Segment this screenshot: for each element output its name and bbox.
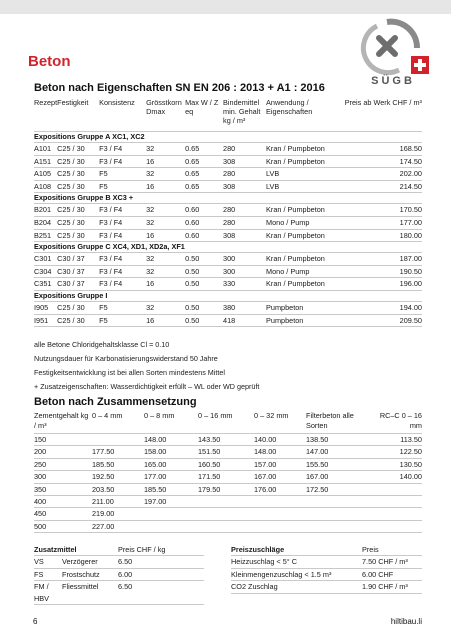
cell-wz: 0.65 — [185, 143, 223, 156]
table-row — [34, 508, 422, 520]
header-0-4: 0 – 4 mm — [92, 411, 123, 420]
cell-konsistenz: F3 / F4 — [99, 278, 146, 291]
cell-rc-c: 140.00 — [370, 471, 422, 483]
cell-0-4: 219.00 — [92, 508, 144, 520]
cell-festigkeit: C25 / 30 — [57, 229, 99, 242]
cell-wz: 0.50 — [185, 314, 223, 327]
cell-wz: 0.50 — [185, 253, 223, 266]
cell-bindemittel: 380 — [223, 301, 266, 314]
cell-code: FS — [34, 568, 62, 580]
cell-groesstkorn: 16 — [146, 155, 185, 168]
cell-anwendung: Kran / Pumpbeton — [266, 278, 342, 291]
cell-0-8: 148.00 — [144, 434, 198, 446]
cell-rc-c — [370, 483, 422, 495]
table-row — [34, 155, 422, 168]
table-header-row — [34, 544, 204, 556]
cell-festigkeit: C25 / 30 — [57, 180, 99, 193]
cell-zementgehalt: 500 — [34, 520, 92, 532]
cell-rezept: I951 — [34, 314, 57, 327]
notes-block — [34, 338, 259, 394]
cell-bindemittel: 308 — [223, 180, 266, 193]
cell-anwendung: LVB — [266, 180, 342, 193]
cell-zementgehalt: 350 — [34, 483, 92, 495]
cell-anwendung: Kran / Pumpbeton — [266, 143, 342, 156]
cell-0-4: 192.50 — [92, 471, 144, 483]
table-row — [34, 471, 422, 483]
cell-wz: 0.50 — [185, 265, 223, 278]
cell-konsistenz: F3 / F4 — [99, 216, 146, 229]
cell-price: 6.50 — [118, 556, 204, 568]
cell-0-16: 143.50 — [198, 434, 254, 446]
cell-0-8: 185.50 — [144, 483, 198, 495]
table-row — [231, 568, 422, 580]
cell-0-4: 185.50 — [92, 458, 144, 470]
cell-filterbeton — [306, 508, 370, 520]
cell-0-16: 179.50 — [198, 483, 254, 495]
cell-rezept: A105 — [34, 168, 57, 181]
cell-preis: 187.00 — [342, 253, 422, 266]
website-link[interactable]: hiltibau.li — [390, 617, 422, 626]
zusatzmittel-price-header: Preis CHF / kg — [118, 544, 204, 556]
group-label: Expositions Gruppe B XC3 + — [34, 193, 422, 204]
cell-konsistenz: F5 — [99, 168, 146, 181]
cell-0-8: 158.00 — [144, 446, 198, 458]
header-anwendung: Anwendung / Eigenschaften — [266, 98, 313, 116]
cell-filterbeton: 147.00 — [306, 446, 370, 458]
cell-preis: 168.50 — [342, 143, 422, 156]
cell-0-16: 160.50 — [198, 458, 254, 470]
preiszuschlaege-title: Preiszuschläge — [231, 544, 362, 556]
cell-0-32: 148.00 — [254, 446, 306, 458]
cell-groesstkorn: 32 — [146, 204, 185, 217]
cell-0-16: 171.50 — [198, 471, 254, 483]
logo-text: SÜGB — [371, 75, 415, 87]
cell-rezept: B204 — [34, 216, 57, 229]
header-filterbeton: Filterbeton alle Sorten — [306, 411, 354, 430]
section-title-eigenschaften: Beton nach Eigenschaften SN EN 206 : 2013 + A1 : 2016 — [34, 82, 325, 94]
cell-price: 6.00 CHF — [362, 568, 422, 580]
section-title-zusammensetzung: Beton nach Zusammensetzung — [34, 396, 197, 408]
group-label: Expositions Gruppe A XC1, XC2 — [34, 132, 422, 143]
cell-0-4 — [92, 434, 144, 446]
cell-festigkeit: C25 / 30 — [57, 155, 99, 168]
cell-preis: 174.50 — [342, 155, 422, 168]
cell-konsistenz: F3 / F4 — [99, 229, 146, 242]
cell-konsistenz: F3 / F4 — [99, 143, 146, 156]
header-bindemittel: Bindemittel min. Gehalt kg / m³ — [223, 98, 261, 125]
cell-bindemittel: 280 — [223, 216, 266, 229]
cell-0-8 — [144, 508, 198, 520]
cell-rezept: A151 — [34, 155, 57, 168]
logo-mark-icon — [359, 18, 433, 78]
cell-rezept: A108 — [34, 180, 57, 193]
header-wz: Max W / Z eq — [185, 98, 219, 116]
table-row — [34, 265, 422, 278]
table-row — [34, 581, 204, 605]
group-header-row — [34, 290, 422, 301]
zusatzmittel-title: Zusatzmittel — [34, 544, 118, 556]
table-row — [34, 216, 422, 229]
cell-wz: 0.65 — [185, 168, 223, 181]
cell-festigkeit: C25 / 30 — [57, 216, 99, 229]
table-row — [34, 229, 422, 242]
header-0-32: 0 – 32 mm — [254, 411, 289, 420]
cell-code: VS — [34, 556, 62, 568]
header-konsistenz: Konsistenz — [99, 98, 135, 107]
cell-anwendung: Mono / Pump — [266, 265, 342, 278]
table-row — [34, 496, 422, 508]
top-band — [0, 0, 451, 14]
cell-festigkeit: C25 / 30 — [57, 143, 99, 156]
cell-groesstkorn: 16 — [146, 229, 185, 242]
cell-filterbeton: 138.50 — [306, 434, 370, 446]
cell-0-32: 157.00 — [254, 458, 306, 470]
cell-rezept: I905 — [34, 301, 57, 314]
cell-konsistenz: F5 — [99, 314, 146, 327]
table-row — [34, 483, 422, 495]
cell-preis: 170.50 — [342, 204, 422, 217]
cell-groesstkorn: 16 — [146, 180, 185, 193]
cell-rc-c: 113.50 — [370, 434, 422, 446]
cell-preis: 214.50 — [342, 180, 422, 193]
cell-festigkeit: C30 / 37 — [57, 278, 99, 291]
cell-price: 1.90 CHF / m³ — [362, 581, 422, 593]
cell-0-4: 177.50 — [92, 446, 144, 458]
cell-festigkeit: C30 / 37 — [57, 265, 99, 278]
cell-bindemittel: 330 — [223, 278, 266, 291]
group-header-row — [34, 193, 422, 204]
cell-anwendung: Kran / Pumpbeton — [266, 204, 342, 217]
cell-0-16 — [198, 520, 254, 532]
table-row — [34, 204, 422, 217]
cell-rezept: B251 — [34, 229, 57, 242]
header-groesstkorn: Grösstkorn Dmax — [146, 98, 182, 116]
cell-festigkeit: C30 / 37 — [57, 253, 99, 266]
cell-rc-c — [370, 520, 422, 532]
cell-0-8: 165.00 — [144, 458, 198, 470]
cell-bindemittel: 280 — [223, 143, 266, 156]
cell-anwendung: Pumpbeton — [266, 314, 342, 327]
group-label: Expositions Gruppe I — [34, 290, 422, 301]
cell-0-32: 167.00 — [254, 471, 306, 483]
table-row — [34, 434, 422, 446]
table-header-row — [34, 98, 422, 132]
note-line: alle Betone Chloridgehaltsklasse Cl = 0.10 — [34, 340, 170, 349]
cell-0-8: 197.00 — [144, 496, 198, 508]
cell-rezept: B201 — [34, 204, 57, 217]
table-row — [34, 556, 204, 568]
preiszuschlaege-price-header: Preis — [362, 544, 422, 556]
cell-0-16: 151.50 — [198, 446, 254, 458]
cell-zementgehalt: 450 — [34, 508, 92, 520]
cell-zementgehalt: 400 — [34, 496, 92, 508]
cell-groesstkorn: 32 — [146, 301, 185, 314]
cell-price: 6.50 — [118, 581, 204, 605]
cell-0-32 — [254, 508, 306, 520]
header-rc-c: RC–C 0 – 16 mm — [379, 411, 422, 430]
table-row — [34, 568, 204, 580]
cell-wz: 0.60 — [185, 204, 223, 217]
cell-groesstkorn: 16 — [146, 314, 185, 327]
cell-0-32 — [254, 520, 306, 532]
cell-rezept: C301 — [34, 253, 57, 266]
cell-rc-c — [370, 496, 422, 508]
cell-zementgehalt: 150 — [34, 434, 92, 446]
note-line: + Zusatzeigenschaften: Wasserdichtigkeit erfüllt – WL oder WD geprüft — [34, 382, 260, 391]
cell-groesstkorn: 32 — [146, 253, 185, 266]
cell-0-16 — [198, 508, 254, 520]
cell-preis: 209.50 — [342, 314, 422, 327]
header-0-8: 0 – 8 mm — [144, 411, 175, 420]
cell-anwendung: Pumpbeton — [266, 301, 342, 314]
table-row — [34, 253, 422, 266]
zusammensetzung-table — [34, 411, 422, 533]
group-label: Expositions Gruppe C XC4, XD1, XD2a, XF1 — [34, 242, 422, 253]
table-row — [34, 278, 422, 291]
cell-rc-c — [370, 508, 422, 520]
cell-preis: 194.00 — [342, 301, 422, 314]
cell-rc-c: 130.50 — [370, 458, 422, 470]
group-header-row — [34, 242, 422, 253]
cell-zementgehalt: 200 — [34, 446, 92, 458]
cell-label: Heizzuschlag < 5° C — [231, 556, 362, 568]
cell-price: 7.50 CHF / m³ — [362, 556, 422, 568]
cell-rezept: A101 — [34, 143, 57, 156]
cell-rezept: C304 — [34, 265, 57, 278]
cell-code: FM / HBV — [34, 581, 62, 605]
group-header-row — [34, 132, 422, 143]
cell-festigkeit: C25 / 30 — [57, 301, 99, 314]
cell-filterbeton: 172.50 — [306, 483, 370, 495]
page-title: Beton — [28, 53, 71, 70]
table-row — [34, 143, 422, 156]
cell-festigkeit: C25 / 30 — [57, 204, 99, 217]
table-row — [34, 301, 422, 314]
cell-0-4: 211.00 — [92, 496, 144, 508]
cell-preis: 177.00 — [342, 216, 422, 229]
table-row — [34, 168, 422, 181]
note-line: Festigkeitsentwicklung ist bei allen Sorten mindestens Mittel — [34, 368, 225, 377]
cell-0-8: 177.00 — [144, 471, 198, 483]
cell-0-32: 176.00 — [254, 483, 306, 495]
cell-0-4: 203.50 — [92, 483, 144, 495]
cell-konsistenz: F5 — [99, 301, 146, 314]
cell-name: Verzögerer — [62, 556, 118, 568]
table-row — [34, 520, 422, 532]
cell-konsistenz: F3 / F4 — [99, 253, 146, 266]
cell-filterbeton — [306, 496, 370, 508]
table-header-row — [231, 544, 422, 556]
cell-preis: 202.00 — [342, 168, 422, 181]
cell-groesstkorn: 16 — [146, 278, 185, 291]
cell-0-16 — [198, 496, 254, 508]
cell-wz: 0.65 — [185, 155, 223, 168]
table-row — [231, 581, 422, 593]
cell-wz: 0.60 — [185, 216, 223, 229]
cell-festigkeit: C25 / 30 — [57, 314, 99, 327]
cell-bindemittel: 280 — [223, 204, 266, 217]
header-0-16: 0 – 16 mm — [198, 411, 233, 420]
table-row — [34, 458, 422, 470]
cell-filterbeton: 155.50 — [306, 458, 370, 470]
cell-bindemittel: 418 — [223, 314, 266, 327]
cell-0-32 — [254, 496, 306, 508]
cell-anwendung: Mono / Pump — [266, 216, 342, 229]
cell-wz: 0.50 — [185, 301, 223, 314]
cell-bindemittel: 300 — [223, 265, 266, 278]
cell-rc-c: 122.50 — [370, 446, 422, 458]
table-header-row — [34, 411, 422, 434]
header-zementgehalt: Zementgehalt kg / m³ — [34, 411, 89, 430]
cell-groesstkorn: 32 — [146, 265, 185, 278]
header-preis: Preis ab Werk CHF / m³ — [344, 98, 422, 107]
cell-konsistenz: F3 / F4 — [99, 155, 146, 168]
cell-groesstkorn: 32 — [146, 216, 185, 229]
cell-name: Fliessmittel — [62, 581, 118, 605]
cell-label: CO2 Zuschlag — [231, 581, 362, 593]
cell-konsistenz: F5 — [99, 180, 146, 193]
cell-bindemittel: 280 — [223, 168, 266, 181]
cell-wz: 0.60 — [185, 229, 223, 242]
cell-zementgehalt: 300 — [34, 471, 92, 483]
page-number: 6 — [33, 617, 38, 626]
cell-preis: 196.00 — [342, 278, 422, 291]
cell-wz: 0.50 — [185, 278, 223, 291]
cell-price: 6.00 — [118, 568, 204, 580]
cell-name: Frostschutz — [62, 568, 118, 580]
table-row — [231, 556, 422, 568]
cell-0-8 — [144, 520, 198, 532]
cell-bindemittel: 308 — [223, 155, 266, 168]
table-row — [34, 180, 422, 193]
cell-konsistenz: F3 / F4 — [99, 265, 146, 278]
cell-filterbeton — [306, 520, 370, 532]
table-row — [34, 446, 422, 458]
table-row — [34, 314, 422, 327]
cell-groesstkorn: 32 — [146, 168, 185, 181]
cell-groesstkorn: 32 — [146, 143, 185, 156]
cell-0-4: 227.00 — [92, 520, 144, 532]
header-festigkeit: Festigkeit — [57, 98, 89, 107]
cell-anwendung: Kran / Pumpbeton — [266, 155, 342, 168]
cell-bindemittel: 300 — [223, 253, 266, 266]
cell-festigkeit: C25 / 30 — [57, 168, 99, 181]
cell-0-32: 140.00 — [254, 434, 306, 446]
suegb-logo — [359, 18, 433, 92]
note-line: Nutzungsdauer für Karbonatisierungswiderstand 50 Jahre — [34, 354, 218, 363]
cell-anwendung: LVB — [266, 168, 342, 181]
cell-filterbeton: 167.00 — [306, 471, 370, 483]
cell-konsistenz: F3 / F4 — [99, 204, 146, 217]
cell-label: Kleinmengenzuschlag < 1.5 m³ — [231, 568, 362, 580]
preiszuschlaege-table — [231, 544, 422, 594]
cell-preis: 180.00 — [342, 229, 422, 242]
cell-zementgehalt: 250 — [34, 458, 92, 470]
header-rezept: Rezept — [34, 98, 58, 107]
cell-rezept: C351 — [34, 278, 57, 291]
eigenschaften-table — [34, 98, 422, 327]
cell-anwendung: Kran / Pumpbeton — [266, 253, 342, 266]
cell-bindemittel: 308 — [223, 229, 266, 242]
zusatzmittel-table — [34, 544, 204, 605]
cell-anwendung: Kran / Pumpbeton — [266, 229, 342, 242]
cell-preis: 190.50 — [342, 265, 422, 278]
cell-wz: 0.65 — [185, 180, 223, 193]
